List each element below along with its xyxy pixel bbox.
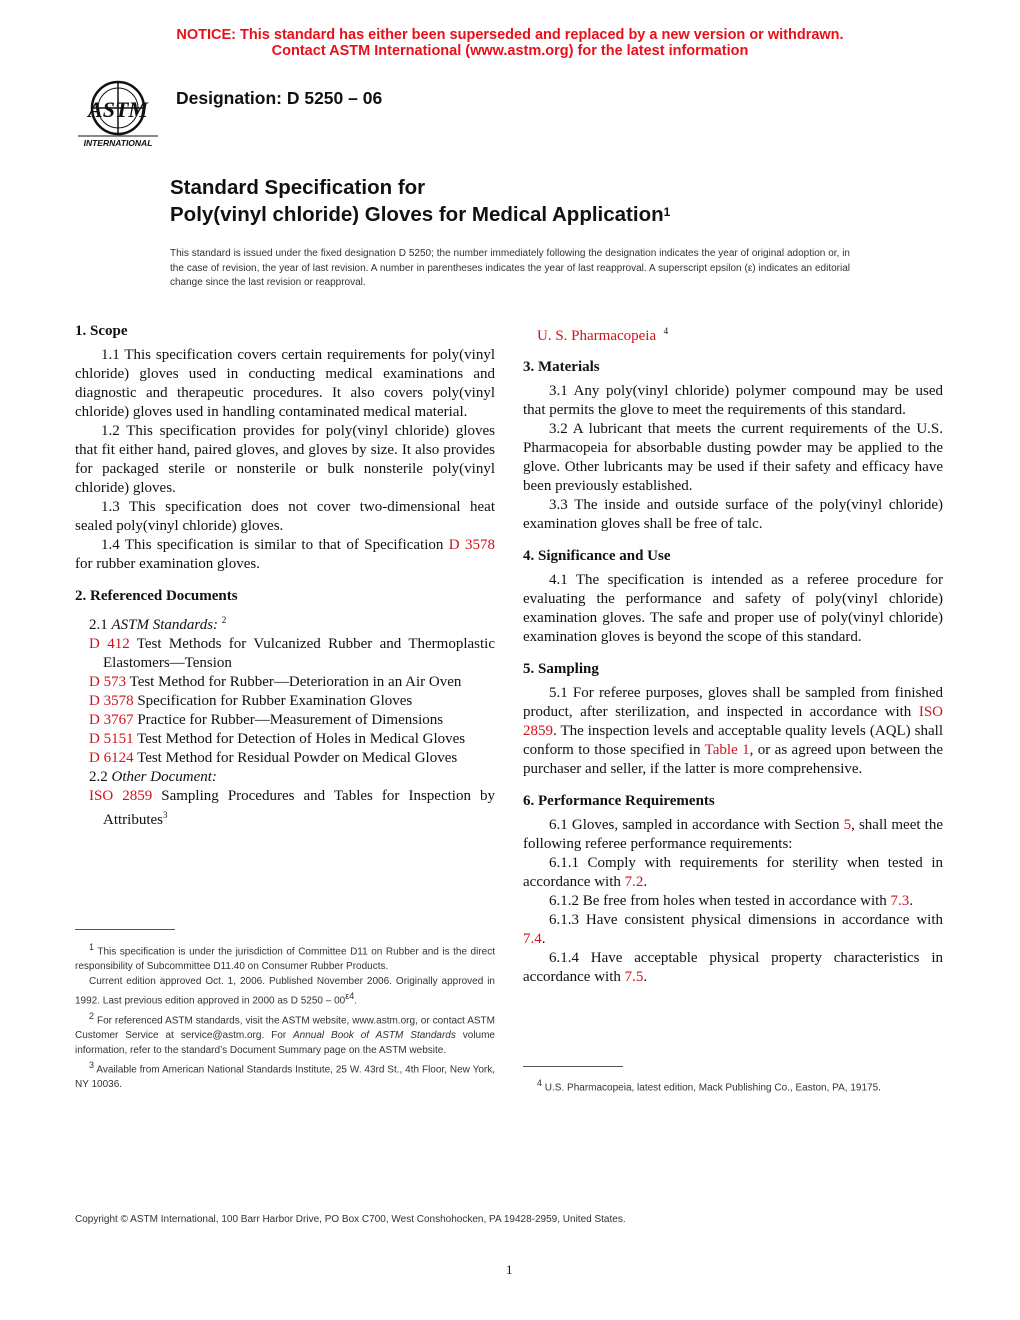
ref-link-iso2859[interactable]: ISO 2859 (89, 788, 153, 804)
footnote-4: $^4$ U.S. Pharmacopeia, latest edition, Mack Publishing Co., Easton, PA, 19175. (537, 1078, 881, 1094)
svg-text:ASTM: ASTM (88, 97, 148, 122)
link-7-5[interactable]: 7.5 (624, 969, 644, 985)
astm-logo-icon (72, 78, 164, 150)
ref-link[interactable]: D 573 (89, 674, 127, 690)
link-iso2859[interactable]: ISO 2859 (523, 704, 943, 739)
section-6-heading: 6. Performance Requirements (523, 793, 715, 809)
link-d3578[interactable]: D 3578 (448, 537, 495, 553)
para-6-1-2: 6.1.2 Be free from holes when tested in accordance with 7.3. (549, 893, 914, 909)
para-1-2: 1.2 This specification provides for poly(vinyl chloride) gloves that fit either hand, paired gloves, and gloves by size. It also provides for packaged sterile or nonsterile or bulk nonsterile poly(vinyl chloride) gloves. (75, 423, 495, 496)
footnote-1: $^1$ This specification is under the jurisdiction of Committee D11 on Rubber and is the direct responsibility of Subcommittee D11.40 on Consumer Rubber Products. (75, 942, 495, 973)
footnote-2: $^2$ For referenced ASTM standards, visit the ASTM website, www.astm.org, or contact ASTM Customer Service at service@astm.org. For Annual Book of ASTM Standards volume information, refer to the standard’s Document Summary page on the ASTM website. (75, 1010, 495, 1056)
para-4-1: 4.1 The specification is intended as a referee procedure for evaluating the performance and safety of poly(vinyl chloride) examination gloves. The safe and proper use of poly(vinyl chloride) examination gloves is beyond the scope of this standard. (523, 572, 943, 645)
para-6-1-4: 6.1.4 Have acceptable physical property characteristics in accordance with 7.5. (523, 950, 943, 985)
svg-text:INTERNATIONAL: INTERNATIONAL (83, 138, 153, 148)
footnotes-left (75, 940, 495, 1092)
ref-item: D 412 Test Methods for Vulcanized Rubber and Thermoplastic Elastomers—Tension (89, 636, 495, 671)
ref-link[interactable]: D 6124 (89, 750, 134, 766)
link-7-4[interactable]: 7.4 (523, 931, 542, 947)
designation: Designation: D 5250 – 06 (176, 88, 383, 108)
ref-item: D 573 Test Method for Rubber—Deterioration in an Air Oven (89, 674, 462, 690)
title-line-2: Poly(vinyl chloride) Gloves for Medical Application$^1$ (170, 203, 671, 226)
section-3-heading: 3. Materials (523, 359, 600, 375)
notice-line-2: Contact ASTM International (www.astm.org) for the latest information (271, 43, 749, 59)
ref-item: D 5151 Test Method for Detection of Holes in Medical Gloves (89, 731, 466, 747)
para-3-2: 3.2 A lubricant that meets the current requirements of the U.S. Pharmacopeia for absorbable dusting powder may be applied to the glove. Other lubricants may be used if their safety and efficacy have been previously established. (523, 421, 943, 494)
para-5-1: 5.1 For referee purposes, gloves shall be sampled from finished product, after sterilization, and inspected in accordance with ISO 2859. The inspection levels and acceptable quality levels (AQL) shall conform to those specified in Table 1, or as agreed upon between the purchaser and seller, if the latter is more comprehensive. (523, 685, 943, 777)
ref-item-usp: U. S. Pharmacopeia $^4$ (537, 326, 669, 344)
ref-item: D 3578 Specification for Rubber Examination Gloves (89, 693, 413, 709)
para-3-1: 3.1 Any poly(vinyl chloride) polymer compound may be used that permits the glove to meet the requirements of this standard. (523, 383, 943, 418)
para-1-3: 1.3 This specification does not cover two-dimensional heat sealed poly(vinyl chloride) gloves. (75, 499, 495, 534)
para-3-3: 3.3 The inside and outside surface of the poly(vinyl chloride) examination gloves shall be free of talc. (523, 497, 943, 532)
ref-link[interactable]: D 412 (89, 636, 130, 652)
footnote-rule (75, 929, 175, 930)
link-7-3[interactable]: 7.3 (890, 893, 910, 909)
para-6-1: 6.1 Gloves, sampled in accordance with Section 5, shall meet the following referee performance requirements: (523, 817, 943, 852)
section-1-heading: 1. Scope (75, 323, 128, 339)
para-2-2: 2.2 Other Document: (89, 769, 217, 785)
ref-item: D 3767 Practice for Rubber—Measurement of Dimensions (89, 712, 444, 728)
para-1-1: 1.1 This specification covers certain requirements for poly(vinyl chloride) gloves used in conducting medical examinations and diagnostic and therapeutic procedures. It also covers poly(vinyl chloride) gloves used in handling contaminated medical material. (75, 347, 495, 420)
ref-link-usp[interactable]: U. S. Pharmacopeia (537, 328, 657, 344)
right-column (523, 322, 943, 987)
footnotes-right (523, 1076, 943, 1095)
section-5-heading: 5. Sampling (523, 661, 599, 677)
title-line-1: Standard Specification for (170, 176, 426, 199)
footnote-1b: Current edition approved Oct. 1, 2006. Published November 2006. Originally approved in 1992. Last previous edition approved in 2000 as D $5250 - 00^{\varepsilon 4}$. (75, 976, 495, 1007)
para-6-1-3: 6.1.3 Have consistent physical dimensions in accordance with 7.4. (523, 912, 943, 947)
section-2-heading: 2. Referenced Documents (75, 588, 238, 604)
intro-paragraph: This standard is issued under the fixed designation D 5250; the number immediately following the designation indicates the year of original adoption or, in the case of revision, the year of last revision. A number in parentheses indicates the year of last reapproval. A superscript epsilon (ε) indicates an editorial change since the last revision or reapproval. (170, 248, 850, 288)
ref-link[interactable]: D 3767 (89, 712, 134, 728)
ref-item-iso: ISO 2859 Sampling Procedures and Tables for Inspection by Attributes$^3$ (89, 788, 495, 828)
notice-line-1: NOTICE: This standard has either been superseded and replaced by a new version or withdrawn. (176, 27, 844, 43)
link-section-5[interactable]: 5 (843, 817, 852, 833)
para-1-4: 1.4 This specification is similar to that of Specification D 3578 for rubber examination gloves. (75, 537, 495, 572)
para-6-1-1: 6.1.1 Comply with requirements for sterility when tested in accordance with 7.2. (523, 855, 943, 890)
para-2-1: 2.1 ASTM Standards: $^2$ (89, 615, 227, 633)
footnote-3: $^3$ Available from American National Standards Institute, 25 W. 43rd St., 4th Floor, New York, NY 10036. (75, 1059, 495, 1091)
ref-link[interactable]: D 5151 (89, 731, 134, 747)
ref-link[interactable]: D 3578 (89, 693, 134, 709)
link-table-1[interactable]: Table 1 (704, 742, 750, 758)
section-4-heading: 4. Significance and Use (523, 548, 671, 564)
ref-item: D 6124 Test Method for Residual Powder on Medical Gloves (89, 750, 458, 766)
link-7-2[interactable]: 7.2 (624, 874, 644, 890)
copyright: Copyright © ASTM International, 100 Barr Harbor Drive, PO Box C700, West Conshohocken, PA 19428-2959, United States. (75, 1214, 626, 1225)
page-number: 1 (506, 1262, 513, 1277)
title-footnote-ref[interactable]: 1 (663, 205, 671, 219)
left-column (75, 322, 495, 830)
page-title (170, 174, 670, 228)
footnote-rule (523, 1066, 623, 1067)
